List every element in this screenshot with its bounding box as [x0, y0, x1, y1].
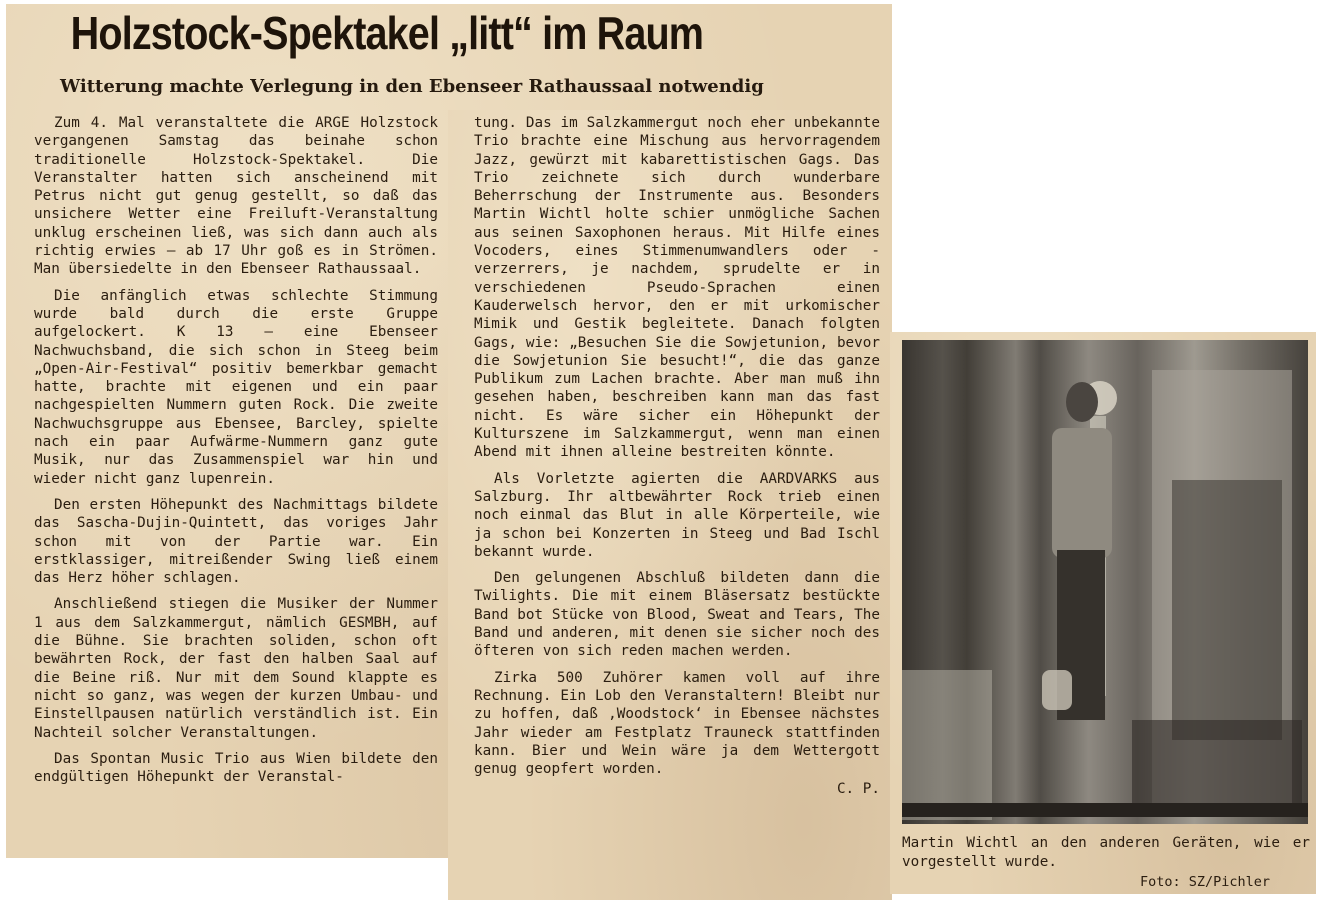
article-headline: Holzstock-Spektakel „litt“ im Raum — [70, 7, 704, 59]
paragraph: Den ersten Höhepunkt des Nachmittags bildete das Sascha-Dujin-Quintett, das voriges Jahr schon mit von der Partie war. Ein erstklassiger, mitreißender Swing ließ einem das Herz höher schlagen. — [34, 496, 438, 587]
photo-credit: Foto: SZ/Pichler — [1140, 874, 1271, 890]
paragraph: Die anfänglich etwas schlechte Stimmung wurde bald durch die erste Gruppe aufgelockert. K 13 — eine Ebenseer Nachwuchsband, die sich schon in Steeg beim „Open-Air-Festival“ positiv bemerkbar gemacht hatte, brachte mit eigenen und ein paar nachgespielten Nummern guten Rock. Die zweite Nachwuchsgruppe aus Ebensee, Barcley, spielte nach ein paar Aufwärme-Nummern ganz gute Musik, nur das Zusammenspiel war hin und wieder nicht ganz lupenrein. — [34, 287, 438, 487]
paragraph: Den gelungenen Abschluß bildeten dann die Twilights. Die mit einem Bläsersatz bestückte Band bot Stücke von Blood, Sweat and Tears, The Band und anderen, mit denen sie sicher noch des öfteren von sich reden machen werden. — [474, 570, 880, 660]
paragraph: Zum 4. Mal veranstaltete die ARGE Holzstock vergangenen Samstag das beinahe schon traditionelle Holzstock-Spektakel. Die Veranstalter hatten sich anscheinend mit Petrus nicht gut genug gestellt, so daß das unsichere Wetter eine Freiluft-Veranstaltung unklug erscheinen ließ, was sich dann auch als richtig erwies — ab 17 Uhr goß es in Strömen. Man übersiedelte in den Ebenseer Rathaussaal. — [34, 115, 438, 278]
author-signature: C. P. — [836, 781, 880, 798]
article-column-middle — [474, 114, 880, 799]
photo-illustration — [902, 340, 1308, 824]
article-photo — [902, 340, 1308, 824]
paragraph: tung. Das im Salzkammergut noch eher unbekannte Trio brachte eine Mischung aus hervorragendem Jazz, gewürzt mit kabarettistischen Gags. Das Trio zeichnete sich durch wunderbare Beherrschung der Instrumente aus. Besonders Martin Wichtl holte schier unmögliche Sachen aus seinen Saxophonen heraus. Mit Hilfe eines Vocoders, eines Stimmenumwandlers oder -verzerrers, je nachdem, sprudelte er in verschiedenen Pseudo-Sprachen einen Kauderwelsch hervor, den er mit urkomischer Mimik und Gestik begleitete. Danach folgten Gags, wie: „Besuchen Sie die Sowjetunion, bevor die Sowjetunion Sie besucht!“, die das ganze Publikum zum Lachen brachte. Aber man muß ihn gesehen haben, beschreiben kann man das fast nicht. Es wäre sicher ein Höhepunkt der Kulturszene im Salzkammergut, wenn man einen Abend mit ihnen alleine bestreiten könnte. — [474, 115, 880, 461]
paragraph: Das Spontan Music Trio aus Wien bildete den endgültigen Höhepunkt der Veranstal- — [34, 750, 438, 786]
photo-caption: Martin Wichtl an den anderen Geräten, wie er vorgestellt wurde. — [902, 835, 1310, 870]
paragraph: Anschließend stiegen die Musiker der Nummer 1 aus dem Salzkammergut, nämlich GESMBH, auf die Bühne. Sie brachten soliden, schon oft bewährten Rock, der fast den halben Saal auf die Beine riß. Nur mit dem Sound klappte es nicht so ganz, was wegen der kurzen Umbau- und Einstellpausen natürlich verständlich ist. Ein Nachteil solcher Veranstaltungen. — [34, 596, 438, 741]
paragraph: Zirka 500 Zuhörer kamen voll auf ihre Rechnung. Ein Lob den Veranstaltern! Bleibt nur zu hoffen, daß ‚Woodstock‘ in Ebensee nächstes Jahr wieder am Festplatz Trauneck stattfinden kann. Bier und Wein wäre ja dem Wettergott genug geopfert worden. — [474, 669, 880, 778]
paragraph: Als Vorletzte agierten die AARDVARKS aus Salzburg. Ihr altbewährter Rock trieb einen noch einmal das Blut in alle Körperteile, wie ja schon bei Konzerten in Steeg und Bad Ischl bekannt wurde. — [474, 470, 880, 560]
article-subheadline: Witterung machte Verlegung in den Ebenseer Rathaussaal notwendig — [60, 76, 764, 97]
article-column-left — [34, 114, 438, 788]
